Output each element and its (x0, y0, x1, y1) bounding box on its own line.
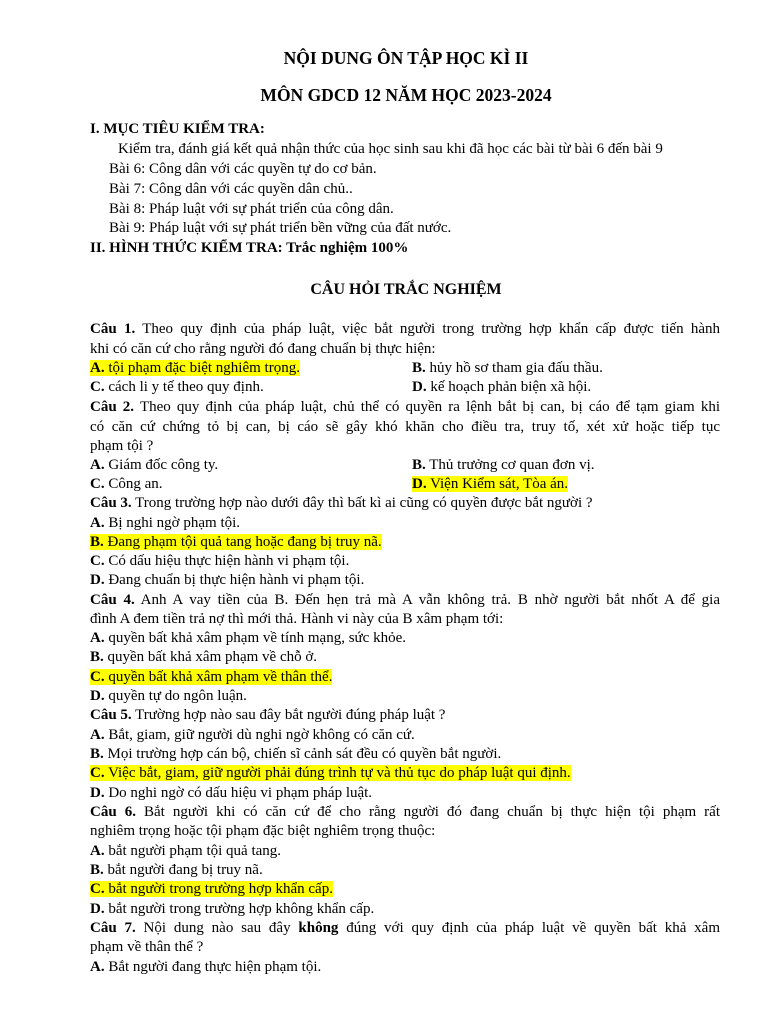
question-text: khi có căn cứ cho rằng người đó đang chuẩn bị thực hiện: (90, 341, 436, 357)
section-1-intro: Kiểm tra, đánh giá kết quả nhận thức của học sinh sau khi đã học các bài từ bài 6 đến bài 9 (118, 141, 663, 157)
question-label: Câu 3. (90, 495, 132, 511)
option-a: A. Bị nghi ngờ phạm tội. (90, 515, 241, 531)
option-b: B. quyền bất khả xâm phạm về chỗ ở. (90, 649, 318, 665)
question-label: Câu 4. (90, 592, 135, 608)
option-c: C. cách li y tế theo quy định. (90, 379, 264, 395)
option-a: A. bắt người phạm tội quả tang. (90, 843, 282, 859)
option-c: C. bắt người trong trường hợp khẩn cấp. (90, 881, 333, 897)
option-b: B. hủy hồ sơ tham gia đấu thầu. (412, 360, 603, 376)
option-b: B. Mọi trường hợp cán bộ, chiến sĩ cảnh sát đều có quyền bắt người. (90, 746, 502, 762)
document-subtitle: MÔN GDCD 12 NĂM HỌC 2023-2024 (260, 85, 552, 105)
option-a: A. Bắt người đang thực hiện phạm tội. (90, 959, 322, 975)
option-b: B. Thủ trưởng cơ quan đơn vị. (412, 457, 595, 473)
question-text: nghiêm trọng hoặc tội phạm đặc biệt nghiêm trọng thuộc: (90, 823, 436, 839)
option-b: B. Đang phạm tội quả tang hoặc đang bị truy nã. (90, 534, 382, 550)
option-d: D. Đang chuẩn bị thực hiện hành vi phạm tội. (90, 572, 365, 588)
option-c: C. Công an. (90, 476, 163, 492)
question-label: Câu 1. (90, 321, 136, 337)
option-a: A. quyền bất khả xâm phạm về tính mạng, sức khỏe. (90, 630, 406, 646)
option-d: D. Viện Kiểm sát, Tòa án. (412, 476, 569, 492)
question-text: Câu 6. Bắt người khi có căn cứ để cho rằng người đó đang chuẩn bị thực hiện tội phạm rất (90, 804, 720, 820)
question-text: Câu 5. Trường hợp nào sau đây bắt người đúng pháp luật ? (90, 707, 446, 723)
option-d: D. kế hoạch phản biện xã hội. (412, 379, 592, 395)
question-text: Câu 7. Nội dung nào sau đây không đúng với quy định của pháp luật về quyền bất khả xâm (90, 920, 720, 936)
option-d: D. quyền tự do ngôn luận. (90, 688, 247, 704)
lesson-item: Bài 6: Công dân với các quyền tự do cơ bản. (109, 161, 377, 177)
lesson-item: Bài 9: Pháp luật với sự phát triển bền vững của đất nước. (109, 220, 452, 236)
section-2-heading: II. HÌNH THỨC KIỂM TRA: Trắc nghiệm 100% (90, 240, 409, 256)
option-d: D. Do nghi ngờ có dấu hiệu vi phạm pháp luật. (90, 785, 373, 801)
option-a: A. tội phạm đặc biệt nghiêm trọng. (90, 360, 300, 376)
lesson-item: Bài 8: Pháp luật với sự phát triển của công dân. (109, 201, 394, 217)
lesson-item: Bài 7: Công dân với các quyền dân chủ.. (109, 181, 353, 197)
option-c: C. quyền bất khả xâm phạm về thân thể. (90, 669, 333, 685)
option-d: D. bắt người trong trường hợp không khẩn cấp. (90, 901, 375, 917)
question-label: Câu 2. (90, 399, 135, 415)
option-c: C. Có dấu hiệu thực hiện hành vi phạm tội. (90, 553, 350, 569)
question-text: đình A đem tiền trả nợ thì mới thả. Hành vi này của B xâm phạm tới: (90, 611, 504, 627)
question-label: Câu 7. (90, 920, 136, 936)
option-a: A. Bắt, giam, giữ người dù nghi ngờ không có căn cứ. (90, 727, 415, 743)
document-title: NỘI DUNG ÔN TẬP HỌC KÌ II (283, 48, 529, 68)
question-text: Câu 1. Theo quy định của pháp luật, việc bắt người trong trường hợp khẩn cấp được tiến hành (90, 321, 720, 337)
question-text: có căn cứ chứng tỏ bị can, bị cáo sẽ gây khó khăn cho điều tra, truy tố, xét xử hoặc tiếp tục (90, 419, 720, 435)
question-text: phạm về thân thể ? (90, 939, 204, 955)
option-c: C. Việc bắt, giam, giữ người phải đúng trình tự và thủ tục do pháp luật qui định. (90, 765, 571, 781)
question-text: Câu 3. Trong trường hợp nào dưới đây thì bất kì ai cũng có quyền được bắt người ? (90, 495, 593, 511)
question-label: Câu 5. (90, 707, 132, 723)
option-b: B. bắt người đang bị truy nã. (90, 862, 263, 878)
question-text: Câu 2. Theo quy định của pháp luật, chủ thể có quyền ra lệnh bắt bị can, bị cáo để tạm giam khi (90, 399, 720, 415)
quiz-heading: CÂU HỎI TRẮC NGHIỆM (310, 281, 502, 298)
question-text: phạm tội ? (90, 438, 154, 454)
question-label: Câu 6. (90, 804, 136, 820)
section-1-heading: I. MỤC TIÊU KIỂM TRA: (90, 121, 265, 137)
question-text: Câu 4. Anh A vay tiền của B. Đến hẹn trả mà A vẫn không trả. B nhờ người bắt nhốt A để gia (90, 592, 720, 608)
option-a: A. Giám đốc công ty. (90, 457, 219, 473)
